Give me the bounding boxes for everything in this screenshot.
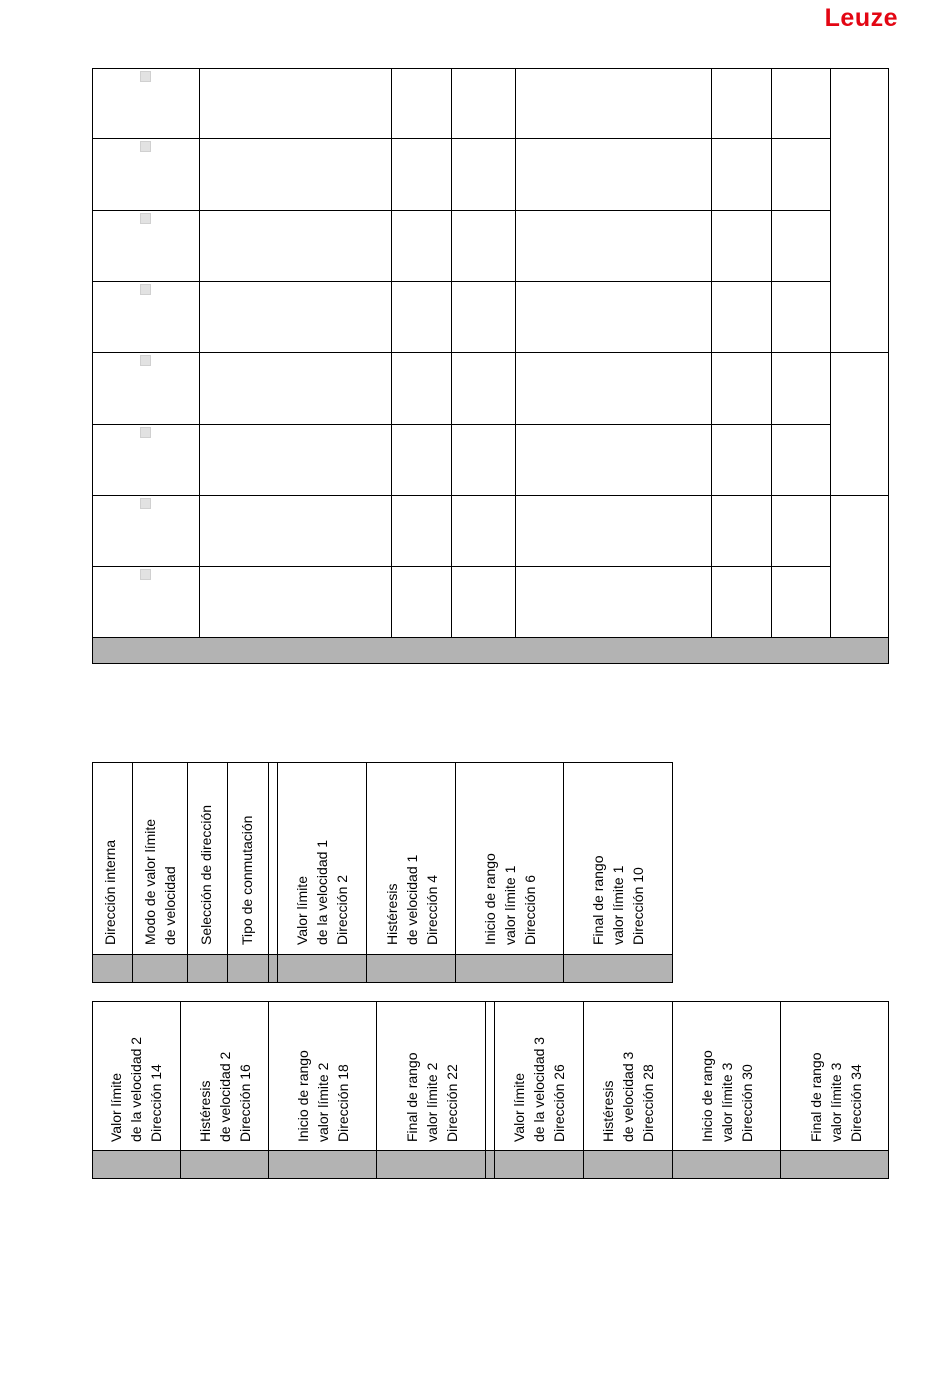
header-histeresis-1: Histéresis de velocidad 1 Dirección 4 [384,854,440,945]
header-modo-valor-limite: Modo de valor límite de velocidad [142,818,178,945]
table-grid-line [376,1001,377,1179]
header-valor-limite-2: Valor límite de la velocidad 2 Dirección 14 [108,1036,164,1142]
table-grid-line [92,1150,889,1151]
header-valor-limite-1: Valor límite de la velocidad 1 Dirección 2 [294,839,350,945]
table-grid-line [494,1001,495,1179]
table-grid-line [485,1001,486,1179]
table-grid-line [180,1001,181,1179]
header-seleccion-direccion: Selección de dirección [198,804,214,945]
header-histeresis-2: Histéresis de velocidad 2 Dirección 16 [197,1051,253,1142]
header-valor-limite-3: Valor límite de la velocidad 3 Dirección 26 [511,1036,567,1142]
table-grid-line [583,1001,584,1179]
header-final-rango-3: Final de rango valor límite 3 Dirección 34 [808,1052,864,1142]
header-final-rango-1: Final de rango valor límite 1 Dirección 10 [590,855,646,945]
table-grid-line [672,1001,673,1179]
header-direccion-interna: Dirección interna [102,839,118,945]
table-grid-line [268,1001,269,1179]
brand-logo: Leuze [824,4,898,32]
table-grid-line [92,1001,889,1002]
table-grid-line [780,1001,781,1179]
header-final-rango-2: Final de rango valor límite 2 Dirección 22 [404,1052,460,1142]
header-inicio-rango-1: Inicio de rango valor límite 1 Dirección 6 [482,853,538,945]
header-inicio-rango-3: Inicio de rango valor límite 3 Dirección 30 [699,1050,755,1142]
header-histeresis-3: Histéresis de velocidad 3 Dirección 28 [600,1051,656,1142]
header-tipo-conmutacion: Tipo de conmutación [239,815,255,945]
table-footer-band [93,1150,888,1178]
table-grid-line [888,1001,889,1179]
header-inicio-rango-2: Inicio de rango valor límite 2 Dirección 18 [295,1050,351,1142]
table-grid-line [92,1178,889,1179]
table-grid-line [92,1001,93,1179]
